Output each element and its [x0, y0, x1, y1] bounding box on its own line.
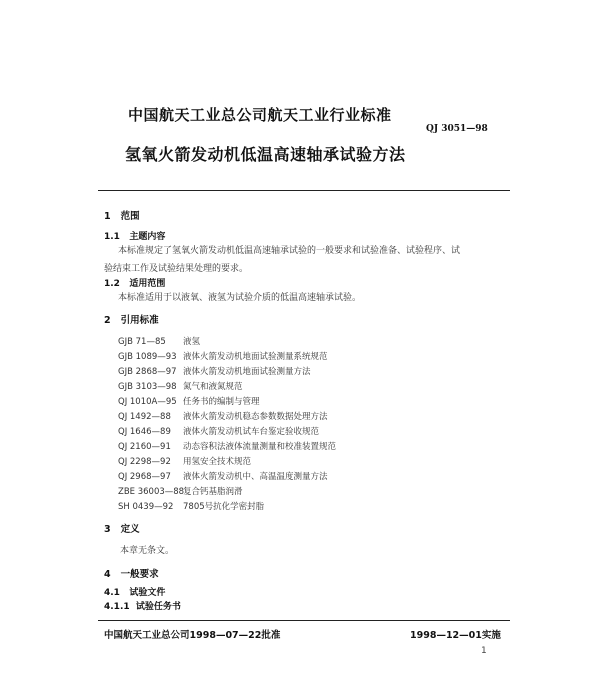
section-number: 1.1: [104, 232, 120, 242]
reference-code: GJB 71—85: [118, 337, 166, 347]
reference-code: SH 0439—92: [118, 502, 174, 512]
reference-title: 任务书的编制与管理: [183, 397, 260, 407]
standard-code: QJ 3051—98: [426, 124, 488, 134]
reference-item: [118, 410, 328, 422]
effective-date: 1998—12—01实施: [410, 630, 501, 641]
section-number: 4.1: [104, 588, 120, 598]
reference-code: ZBE 36003—88: [118, 487, 185, 497]
section-title: 一般要求: [120, 569, 159, 580]
reference-item: [118, 425, 319, 437]
section-number: 4: [104, 569, 111, 580]
reference-code: QJ 1010A—95: [118, 397, 177, 407]
section-number: 2: [104, 315, 111, 326]
section-1-2-heading: [104, 276, 165, 289]
section-1-2-text: 本标准适用于以液氧、液氢为试验介质的低温高速轴承试验。: [118, 293, 362, 303]
reference-item: [118, 365, 311, 377]
section-title: 试验文件: [129, 588, 166, 598]
section-4-1-heading: [104, 585, 165, 598]
section-1-1-text-line1: 本标准规定了氢氧火箭发动机低温高速轴承试验的一般要求和试验准备、试验程序、试: [118, 246, 461, 256]
document-title: 氢氧火箭发动机低温高速轴承试验方法: [125, 145, 406, 164]
section-3-text: 本章无条文。: [120, 546, 175, 556]
reference-item: [118, 440, 336, 452]
reference-title: 用氢安全技术规范: [183, 457, 252, 467]
reference-title: 液体火箭发动机地面试验测量方法: [183, 367, 311, 377]
reference-item: [118, 380, 243, 392]
reference-item: [118, 395, 260, 407]
footer-divider: [98, 620, 510, 621]
section-2-heading: [104, 312, 159, 326]
reference-code: QJ 1492—88: [118, 412, 171, 422]
section-1-1-text-line2: 验结束工作及试验结果处理的要求。: [104, 264, 249, 274]
section-number: 3: [104, 524, 111, 535]
reference-title: 氮气和液氮规范: [183, 382, 243, 392]
section-title: 主题内容: [129, 232, 166, 242]
reference-code: QJ 2160—91: [118, 442, 171, 452]
section-1-heading: [104, 208, 140, 222]
reference-code: QJ 2298—92: [118, 457, 171, 467]
reference-item: [118, 500, 264, 512]
reference-code: GJB 1089—93: [118, 352, 177, 362]
reference-code: QJ 2968—97: [118, 472, 171, 482]
section-1-1-heading: [104, 229, 165, 242]
issuing-organization: 中国航天工业总公司航天工业行业标准: [128, 106, 392, 124]
section-4-heading: [104, 566, 159, 580]
reference-title: 液体火箭发动机试车台鉴定验收规范: [183, 427, 320, 437]
reference-title: 7805号抗化学密封脂: [183, 502, 265, 512]
section-title: 引用标准: [120, 315, 159, 326]
reference-title: 动态容积法液体流量测量和校准装置规范: [183, 442, 337, 452]
reference-item: [118, 335, 200, 347]
section-4-1-1-heading: [104, 599, 181, 612]
section-3-heading: [104, 521, 140, 535]
section-number: 1.2: [104, 279, 120, 289]
reference-item: [118, 470, 328, 482]
section-title: 试验任务书: [135, 602, 181, 612]
section-number: 1: [104, 211, 111, 222]
section-title: 适用范围: [129, 279, 166, 289]
reference-title: 液体火箭发动机中、高温温度测量方法: [183, 472, 328, 482]
reference-title: 液体火箭发动机地面试验测量系统规范: [183, 352, 328, 362]
reference-code: GJB 3103—98: [118, 382, 177, 392]
reference-code: GJB 2868—97: [118, 367, 177, 377]
reference-item: [118, 485, 243, 497]
reference-title: 复合钙基脂润滑: [183, 487, 243, 497]
reference-code: QJ 1646—89: [118, 427, 171, 437]
reference-title: 液体火箭发动机稳态参数数据处理方法: [183, 412, 328, 422]
section-number: 4.1.1: [104, 602, 130, 612]
approval-date: 中国航天工业总公司1998—07—22批准: [104, 630, 281, 641]
reference-item: [118, 350, 328, 362]
page-number: 1: [481, 646, 487, 656]
reference-title: 液氢: [183, 337, 201, 347]
reference-item: [118, 455, 251, 467]
section-title: 范围: [120, 211, 140, 222]
section-title: 定义: [120, 524, 140, 535]
header-divider: [98, 190, 510, 191]
